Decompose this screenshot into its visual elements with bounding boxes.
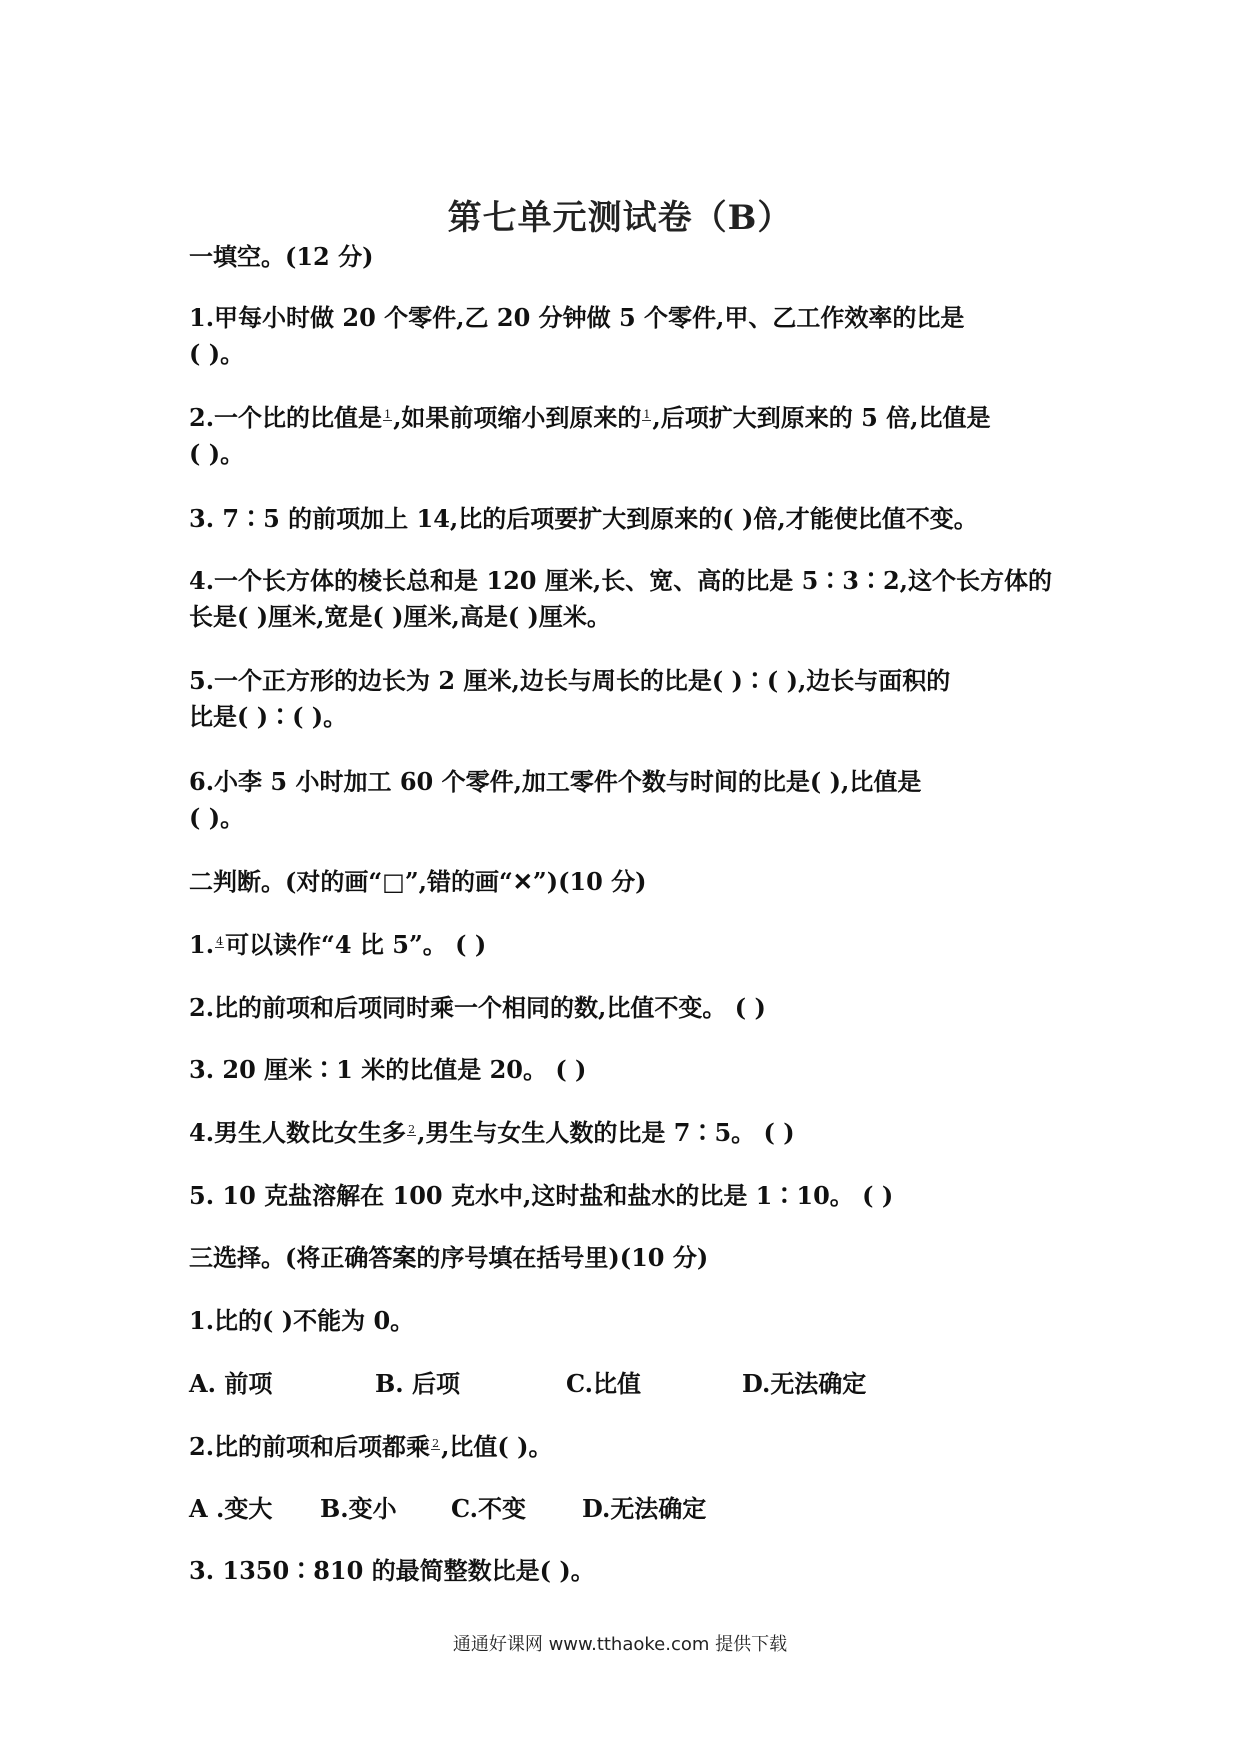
- s3-q3: 3. 1350∶810 的最简整数比是( )。: [189, 1556, 595, 1585]
- section1-heading: 一填空。(12 分): [189, 242, 374, 271]
- s3-q1-option-a: A. 前项: [189, 1369, 273, 1398]
- section2-heading: 二判断。(对的画“□”,错的画“✕”)(10 分): [189, 867, 647, 896]
- s3-q2-option-a: A .变大: [189, 1494, 273, 1523]
- fraction-numerator: 4: [216, 935, 224, 948]
- fraction-denominator: [431, 1450, 440, 1458]
- s3-q1-option-d: D.无法确定: [742, 1369, 867, 1398]
- s3-q1-option-b: B. 后项: [375, 1369, 460, 1398]
- s2-q1: [189, 930, 486, 960]
- s1-q1-line1: 1.甲每小时做 20 个零件,乙 20 分钟做 5 个零件,甲、乙工作效率的比是: [189, 303, 965, 332]
- s3-q2-option-b: B.变小: [320, 1494, 397, 1523]
- s3-q2: [189, 1432, 552, 1462]
- s1-q2-text-a: 2.一个比的比值是: [189, 403, 383, 432]
- s2-q2: 2.比的前项和后项同时乘一个相同的数,比值不变。 ( ): [189, 993, 766, 1022]
- s1-q2-text-b: ,如果前项缩小到原来的: [393, 403, 642, 432]
- s1-q2-fraction-2: [642, 410, 651, 429]
- s2-q4: [189, 1118, 795, 1148]
- s1-q4-line1: 4.一个长方体的棱长总和是 120 厘米,长、宽、高的比是 5∶3∶2,这个长方体的: [189, 566, 1053, 595]
- fraction-numerator: 1: [643, 408, 651, 421]
- fraction-denominator: [215, 948, 224, 956]
- s3-q2-fraction: [431, 1439, 440, 1458]
- s2-q1-text-a: 1.: [189, 930, 215, 959]
- fraction-denominator: [642, 421, 651, 429]
- s2-q1-text-b: 可以读作“4 比 5”。 ( ): [225, 930, 487, 959]
- s1-q2-line2: ( )。: [189, 439, 245, 468]
- s3-q1: 1.比的( )不能为 0。: [189, 1306, 415, 1335]
- s1-q2-fraction-1: [383, 410, 392, 429]
- footer-download-note: 通通好课网 www.tthaoke.com 提供下载: [452, 1634, 788, 1655]
- s3-q2-text-a: 2.比的前项和后项都乘: [189, 1432, 431, 1461]
- s1-q1-line2: ( )。: [189, 339, 245, 368]
- s1-q2-text-c: ,后项扩大到原来的 5 倍,比值是: [652, 403, 991, 432]
- s1-q2-line1: [189, 403, 991, 433]
- s2-q1-fraction: [215, 937, 224, 956]
- fraction-denominator: [383, 421, 392, 429]
- s3-q2-text-b: ,比值( )。: [441, 1432, 553, 1461]
- s1-q5-line2: 比是( )∶( )。: [189, 702, 348, 731]
- fraction-numerator: 1: [384, 408, 392, 421]
- fraction-denominator: [407, 1136, 416, 1144]
- s2-q3: 3. 20 厘米∶1 米的比值是 20。 ( ): [189, 1055, 587, 1084]
- s3-q1-option-c: C.比值: [566, 1369, 642, 1398]
- s2-q4-text-b: ,男生与女生人数的比是 7∶5。 ( ): [417, 1118, 795, 1147]
- s1-q4-line2: 长是( )厘米,宽是( )厘米,高是( )厘米。: [189, 602, 611, 631]
- s1-q5-line1: 5.一个正方形的边长为 2 厘米,边长与周长的比是( )∶( ),边长与面积的: [189, 666, 951, 695]
- fraction-numerator: 2: [432, 1437, 440, 1450]
- s1-q6-line1: 6.小李 5 小时加工 60 个零件,加工零件个数与时间的比是( ),比值是: [189, 767, 922, 796]
- page-title: 第七单元测试卷（B）: [447, 198, 793, 238]
- fraction-numerator: 2: [408, 1123, 416, 1136]
- s3-q2-option-d: D.无法确定: [582, 1494, 707, 1523]
- s2-q5: 5. 10 克盐溶解在 100 克水中,这时盐和盐水的比是 1∶10。 ( ): [189, 1181, 894, 1210]
- s2-q4-text-a: 4.男生人数比女生多: [189, 1118, 407, 1147]
- section3-heading: 三选择。(将正确答案的序号填在括号里)(10 分): [189, 1243, 709, 1272]
- s3-q2-option-c: C.不变: [451, 1494, 527, 1523]
- s1-q3: 3. 7∶5 的前项加上 14,比的后项要扩大到原来的( )倍,才能使比值不变。: [189, 504, 978, 533]
- s1-q6-line2: ( )。: [189, 803, 245, 832]
- s2-q4-fraction: [407, 1125, 416, 1144]
